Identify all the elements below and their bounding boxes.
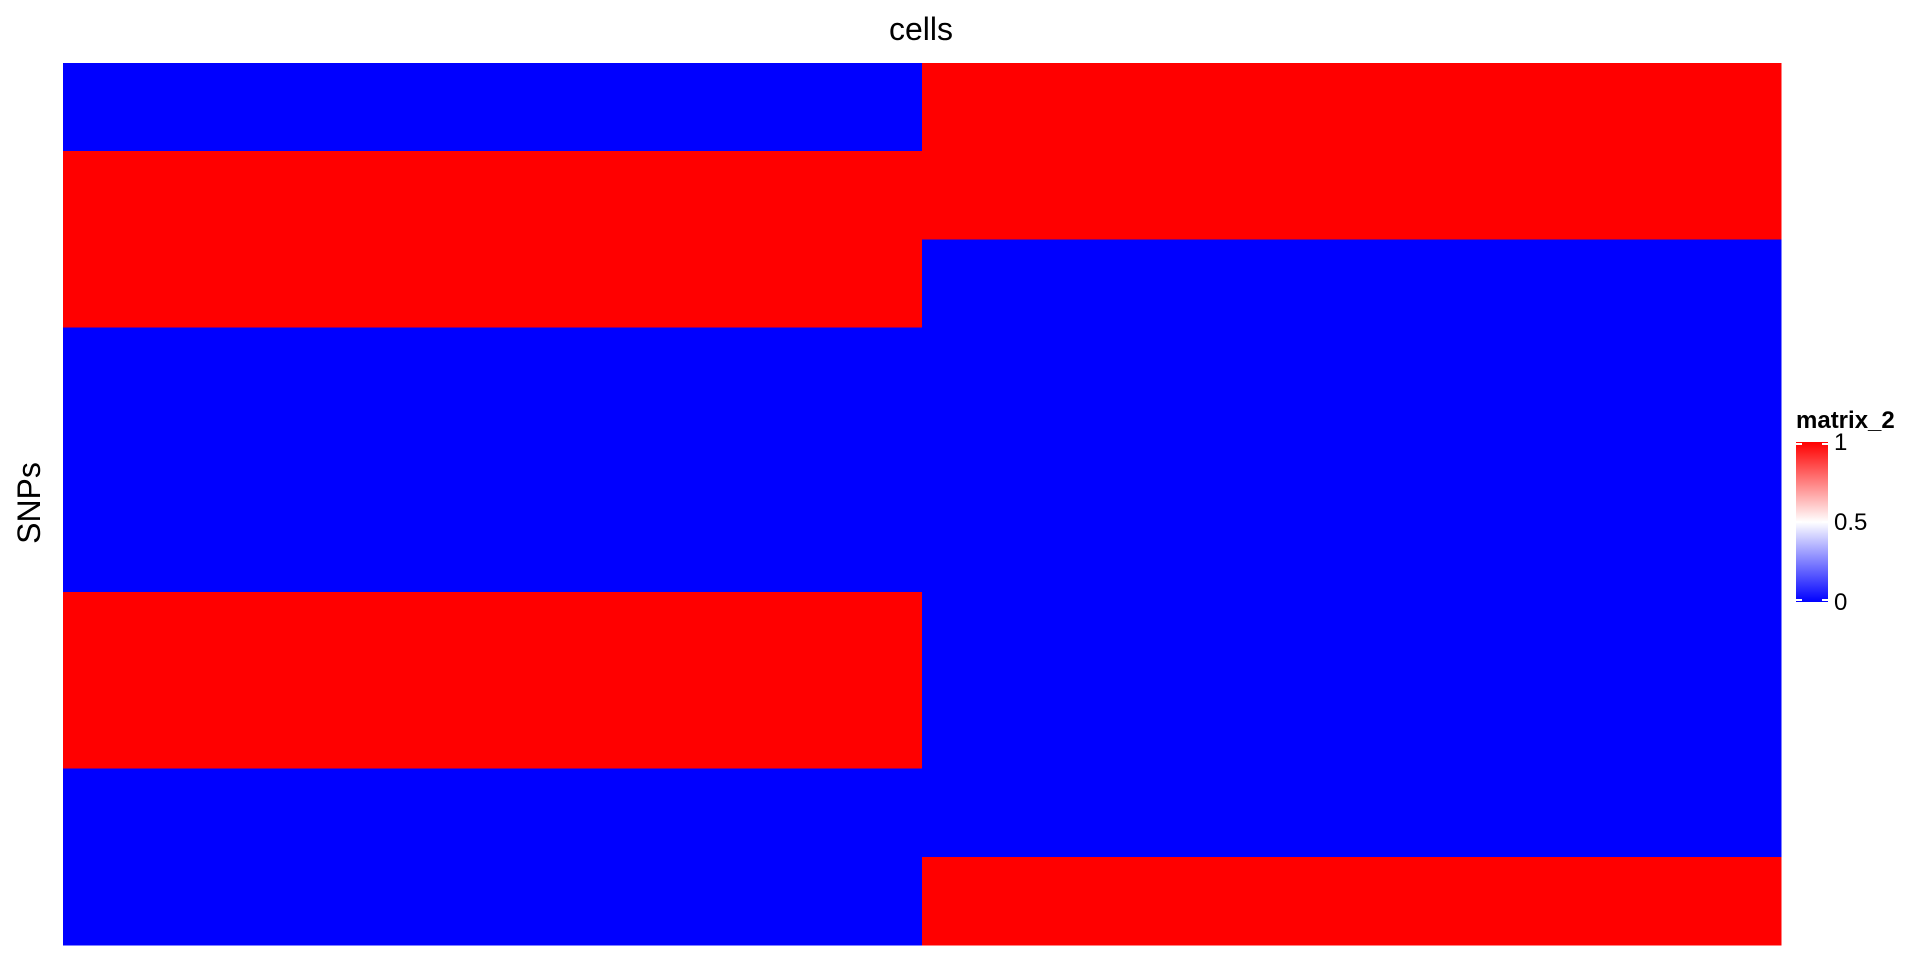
heatmap-cell-r1-c1 [63, 63, 923, 152]
row-title: SNPs [11, 462, 47, 544]
heatmap-cell-r4-c2 [922, 328, 1782, 417]
heatmap-cell-r2-c1 [63, 151, 923, 240]
heatmap-body [63, 63, 1782, 946]
heatmap-cell-r1-c2 [922, 63, 1782, 152]
heatmap-cell-r7-c2 [922, 592, 1782, 681]
heatmap-cell-r2-c2 [922, 151, 1782, 240]
heatmap-cell-r10-c2 [922, 857, 1782, 946]
heatmap-cell-r3-c1 [63, 239, 923, 328]
heatmap-cell-r5-c1 [63, 416, 923, 505]
legend-title: matrix_2 [1796, 407, 1895, 434]
heatmap-cell-r10-c1 [63, 857, 923, 946]
heatmap-cell-r6-c2 [922, 504, 1782, 593]
legend-tick-label: 0 [1834, 589, 1848, 616]
heatmap-cell-r6-c1 [63, 504, 923, 593]
heatmap-cell-r8-c2 [922, 680, 1782, 769]
color-legend [1796, 407, 1895, 616]
heatmap-cell-r8-c1 [63, 680, 923, 769]
heatmap-cell-r7-c1 [63, 592, 923, 681]
heatmap-cell-r4-c1 [63, 328, 923, 417]
column-title: cells [888, 11, 954, 47]
heatmap-cell-r3-c2 [922, 239, 1782, 328]
heatmap-cell-r9-c1 [63, 769, 923, 858]
heatmap-cell-r5-c2 [922, 416, 1782, 505]
legend-tick-label: 0.5 [1834, 509, 1868, 536]
legend-tick-label: 1 [1834, 429, 1848, 456]
heatmap-cell-r9-c2 [922, 769, 1782, 858]
